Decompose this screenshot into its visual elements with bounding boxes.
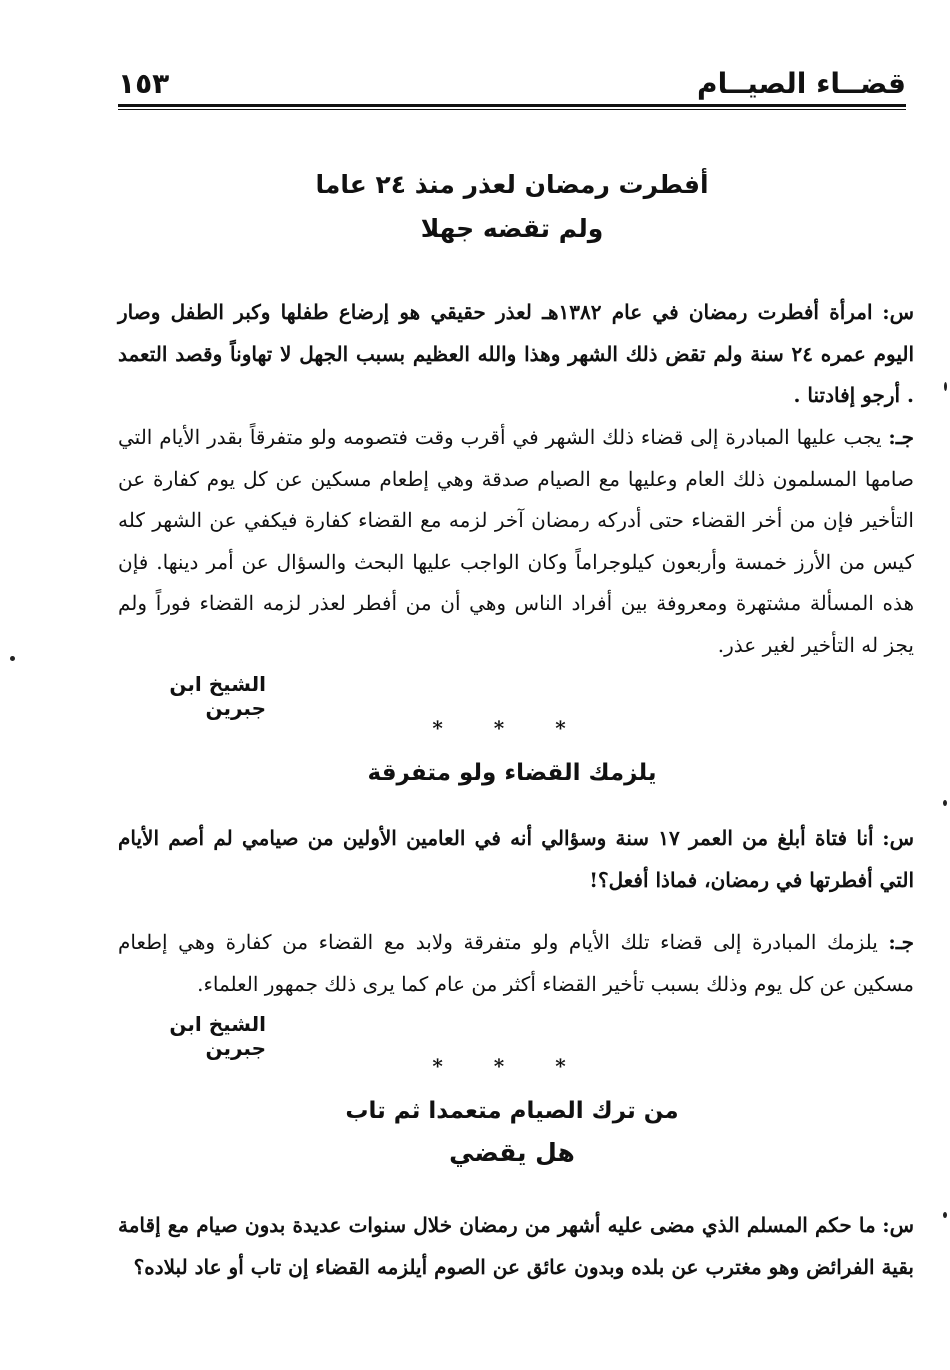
section2-answer (118, 922, 914, 1005)
question-text: ما حكم المسلم الذي مضى عليه أشهر من رمضان خلال سنوات عديدة بدون صيام مع إقامة بقية الفرائض وهو مغترب عن بلده وبدون عائق عن الصوم أيلزمه القضاء إن تاب أو عاد لبلاده؟ (118, 1213, 914, 1279)
separator-stars: * * * (432, 1054, 588, 1078)
answer-label: جـ: (888, 930, 914, 954)
section2-question (118, 818, 914, 901)
section1-heading-line2: ولم تقضه جهلا (420, 214, 604, 243)
running-title: قضــاء الصيــام (697, 67, 906, 100)
answer-text: يجب عليها المبادرة إلى قضاء ذلك الشهر في أقرب وقت فتصومه ولو متفرقاً بقدر الأيام التي صامها المسلمون ذلك العام وعليها مع الصيام صدقة وهي إطعام مسكين عن كل يوم كفارة عن التأخير فإن من أخر القضاء حتى أدركه رمضان آخر لزمه مع القضاء كفارة فيكفي عن الشهر كله كيس من الأرز خمسة وأربعون كيلوجراماً وكان الواجب عليها البحث والسؤال عن أمر دينها. فإن هذه المسألة مشتهرة ومعروفة بين أفراد الناس وهي أن من أفطر لعذر لزمه القضاء فوراً ولم يجز له التأخير لغير عذر. (118, 425, 914, 657)
section2-signature: الشيخ ابن جبرين (169, 1012, 266, 1060)
answer-text: يلزمك المبادرة إلى قضاء تلك الأيام ولو متفرقة ولابد مع القضاء من كفارة وهي إطعام مسكين عن كل يوم وذلك بسبب تأخير القضاء أكثر من عام كما يرى ذلك جمهور العلماء. (118, 930, 914, 996)
section1-question (118, 292, 914, 417)
header-rule-thick (118, 104, 906, 107)
section1-answer (118, 417, 914, 666)
scan-speck (10, 656, 15, 661)
scan-speck (944, 382, 947, 391)
page-header (118, 60, 906, 100)
section3-heading-line1: من ترك الصيام متعمدا ثم تاب (345, 1098, 679, 1124)
section3-heading-line2: هل يقضي (449, 1138, 575, 1167)
page-number: ١٥٣ (118, 67, 170, 100)
header-rule-thin (118, 109, 906, 110)
question-label: س: (882, 1213, 914, 1237)
question-label: س: (882, 826, 915, 850)
question-text: امرأة أفطرت رمضان في عام ١٣٨٢هـ لعذر حقيقي هو إرضاع طفلها وكبر الطفل وصار اليوم عمره ٢٤ سنة ولم تقض ذلك الشهر وهذا والله العظيم بسبب الجهل لا تهاوناً وقصد التعمد . أرجو إفادتنا . (118, 300, 914, 407)
separator-stars: * * * (432, 716, 588, 740)
question-label: س: (882, 300, 914, 324)
scan-speck (943, 800, 947, 806)
answer-label: جـ: (888, 425, 915, 449)
section1-heading-line1: أفطرت رمضان لعذر منذ ٢٤ عاما (315, 170, 709, 199)
section3-question (118, 1205, 914, 1288)
question-text: أنا فتاة أبلغ من العمر ١٧ سنة وسؤالي أنه في العامين الأولين من صيامي لم أصم الأيام التي أفطرتها في رمضان، فماذا أفعل؟! (118, 826, 914, 892)
section1-signature: الشيخ ابن جبرين (169, 672, 266, 720)
section2-heading: يلزمك القضاء ولو متفرقة (367, 760, 657, 786)
scan-speck (943, 1212, 947, 1218)
